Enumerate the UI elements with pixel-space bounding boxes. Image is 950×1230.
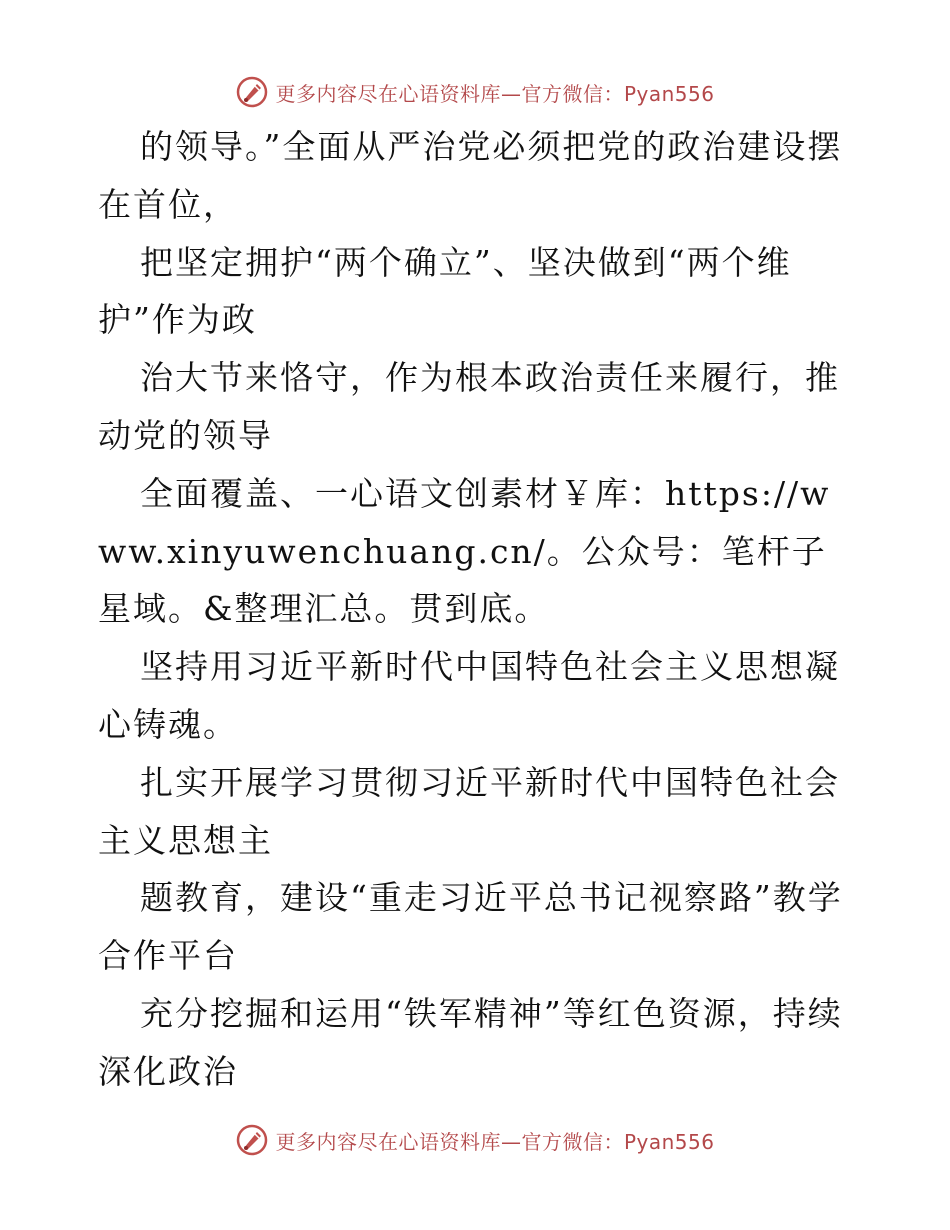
paragraph: 治大节来恪守，作为根本政治责任来履行，推动党的领导 xyxy=(98,358,840,455)
paragraph: 题教育，建设“重走习近平总书记视察路”教学合作平台 xyxy=(98,878,843,976)
paragraph: 扎实开展学习贯彻习近平新时代中国特色社会主义思想主 xyxy=(98,762,840,860)
pen-nib-logo-icon xyxy=(235,75,269,109)
footer-banner xyxy=(0,1120,950,1160)
header-banner-text: 更多内容尽在心语资料库—官方微信：Pyan556 xyxy=(275,81,715,106)
paragraph: 充分挖掘和运用“铁军精神”等红色资源，持续深化政治 xyxy=(98,993,843,1091)
paragraph: 全面覆盖、一心语文创素材￥库：https://www.xinyuwenchuang.cn/。公众号：笔杆子星域。&整理汇总。贯到底。 xyxy=(98,473,831,629)
document-body xyxy=(98,118,858,1101)
pen-nib-logo-icon xyxy=(235,1123,269,1157)
header-banner xyxy=(0,72,950,112)
paragraph: 坚持用习近平新时代中国特色社会主义思想凝心铸魂。 xyxy=(98,647,840,744)
paragraph: 把坚定拥护“两个确立”、坚决做到“两个维护”作为政 xyxy=(98,242,792,340)
footer-banner-text: 更多内容尽在心语资料库—官方微信：Pyan556 xyxy=(275,1129,715,1154)
paragraph: 的领导。”全面从严治党必须把党的政治建设摆在首位， xyxy=(98,127,843,224)
